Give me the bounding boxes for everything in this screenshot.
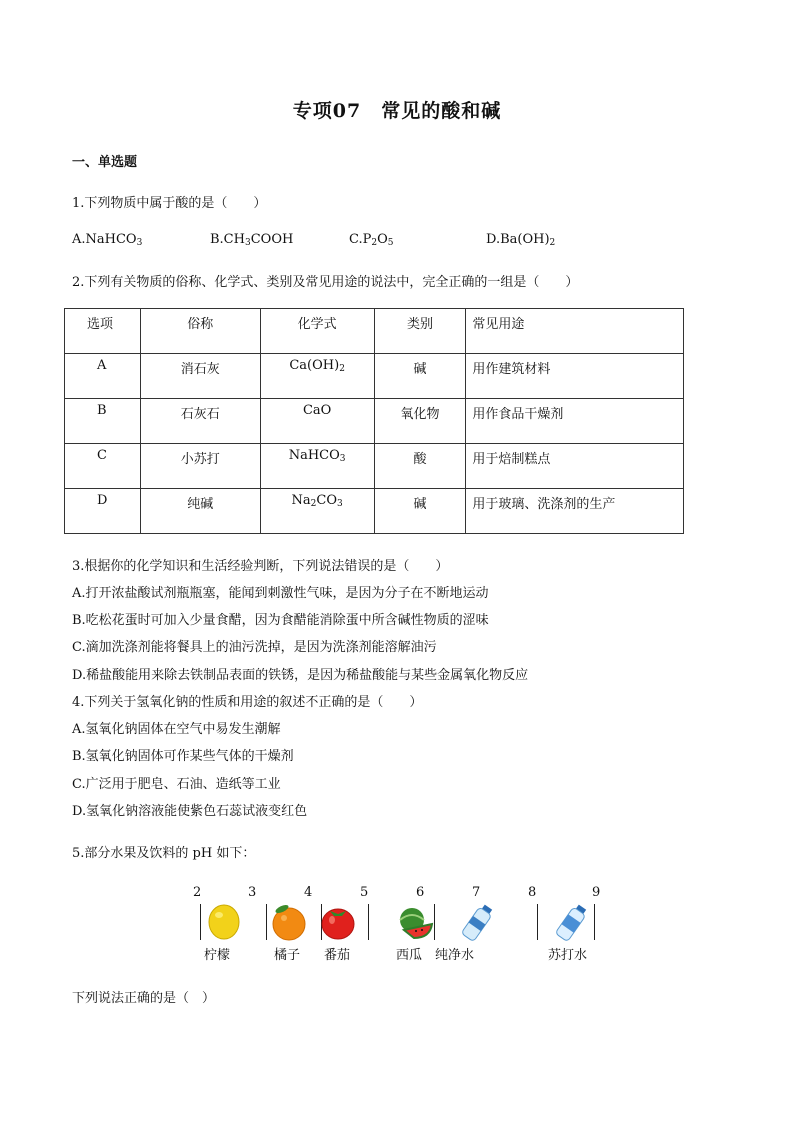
cell-common-name: 纯碱 [140,489,260,534]
header-formula: 化学式 [260,309,374,354]
item-label-pure-water: 纯净水 [435,948,475,963]
cell-option: C [65,444,141,489]
ph-scale-figure [190,880,610,970]
ph-divider [200,904,201,940]
ph-divider [594,904,595,940]
watermelon-icon [396,906,436,942]
cell-common-name: 消石灰 [140,354,260,399]
ph-tick: 7 [472,885,481,900]
cell-option: A [65,354,141,399]
cell-category: 酸 [374,444,466,489]
cell-category: 碱 [374,354,466,399]
q5-stem: 5.部分水果及饮料的 pH 如下： [72,846,256,861]
q1-stem: 1.下列物质中属于酸的是（ ） [72,196,267,211]
ph-divider [368,904,369,940]
ph-tick: 3 [248,885,257,900]
table-row [65,444,684,489]
header-category: 类别 [374,309,466,354]
ph-tick: 8 [528,885,537,900]
q3-option-c: C.滴加洗涤剂能将餐具上的油污洗掉，是因为洗涤剂能溶解油污 [72,640,437,655]
q4-option-d: D.氢氧化钠溶液能使紫色石蕊试液变红色 [72,804,308,819]
cell-common-name: 石灰石 [140,399,260,444]
q1-option-b: $B.CH_3COOH$ [210,232,294,248]
ph-tick: 6 [416,885,425,900]
q1-option-c: $C.P_2O_5$ [349,232,394,248]
cell-formula: NaHCO$_3$ [260,444,374,489]
ph-divider [537,904,538,940]
q3-stem: 3.根据你的化学知识和生活经验判断，下列说法错误的是（ ） [72,559,449,574]
cell-usage: 用作食品干燥剂 [466,399,684,444]
cell-option: D [65,489,141,534]
item-label-orange: 橘子 [274,948,301,963]
ph-tick: 2 [193,885,202,900]
cell-category: 氧化物 [374,399,466,444]
q1-option-d: $D.Ba(OH)_2$ [486,232,556,248]
ph-tick: 4 [304,885,313,900]
ph-divider [266,904,267,940]
table-row [65,354,684,399]
q2-stem: 2.下列有关物质的俗称、化学式、类别及常见用途的说法中，完全正确的一组是（ ） [72,275,579,290]
cell-category: 碱 [374,489,466,534]
cell-formula: $Na_2CO_3$ [260,489,374,534]
header-usage: 常见用途 [466,309,684,354]
soda-water-bottle-icon [552,900,592,946]
q4-option-b: B.氢氧化钠固体可作某些气体的干燥剂 [72,749,294,764]
q3-option-a: A.打开浓盐酸试剂瓶瓶塞，能闻到刺激性气味，是因为分子在不断地运动 [72,586,489,601]
table-header-row [65,309,684,354]
cell-option: B [65,399,141,444]
table-row [65,399,684,444]
tomato-icon [320,902,356,942]
cell-usage: 用于玻璃、洗涤剂的生产 [466,489,684,534]
item-label-lemon: 柠檬 [204,948,231,963]
cell-formula: $Ca(OH)_2$ [260,354,374,399]
q1-option-a: A.NaHCO$_3$ [72,232,143,248]
item-label-soda-water: 苏打水 [548,948,588,963]
cell-usage: 用于焙制糕点 [466,444,684,489]
cell-formula: CaO [260,399,374,444]
lemon-icon [206,902,242,942]
cell-usage: 用作建筑材料 [466,354,684,399]
item-label-tomato: 番茄 [324,948,351,963]
item-label-watermelon: 西瓜 [396,948,423,963]
q5-followup: 下列说法正确的是（ ） [72,991,216,1006]
q2-table [64,308,684,534]
orange-icon [270,902,308,942]
table-row [65,489,684,534]
header-common-name: 俗称 [140,309,260,354]
q4-option-a: A.氢氧化钠固体在空气中易发生潮解 [72,722,281,737]
ph-tick: 5 [360,885,369,900]
section-heading: 一、单选题 [72,155,138,170]
ph-tick: 9 [592,885,601,900]
water-bottle-icon [458,900,498,946]
cell-common-name: 小苏打 [140,444,260,489]
page-title: 专项07 常见的酸和碱 [292,100,502,122]
q3-option-d: D.稀盐酸能用来除去铁制品表面的铁锈，是因为稀盐酸能与某些金属氧化物反应 [72,668,529,683]
q3-option-b: B.吃松花蛋时可加入少量食醋，因为食醋能消除蛋中所含碱性物质的涩味 [72,613,489,628]
header-option: 选项 [65,309,141,354]
q4-stem: 4.下列关于氢氧化钠的性质和用途的叙述不正确的是（ ） [72,695,423,710]
q4-option-c: C.广泛用于肥皂、石油、造纸等工业 [72,777,281,792]
